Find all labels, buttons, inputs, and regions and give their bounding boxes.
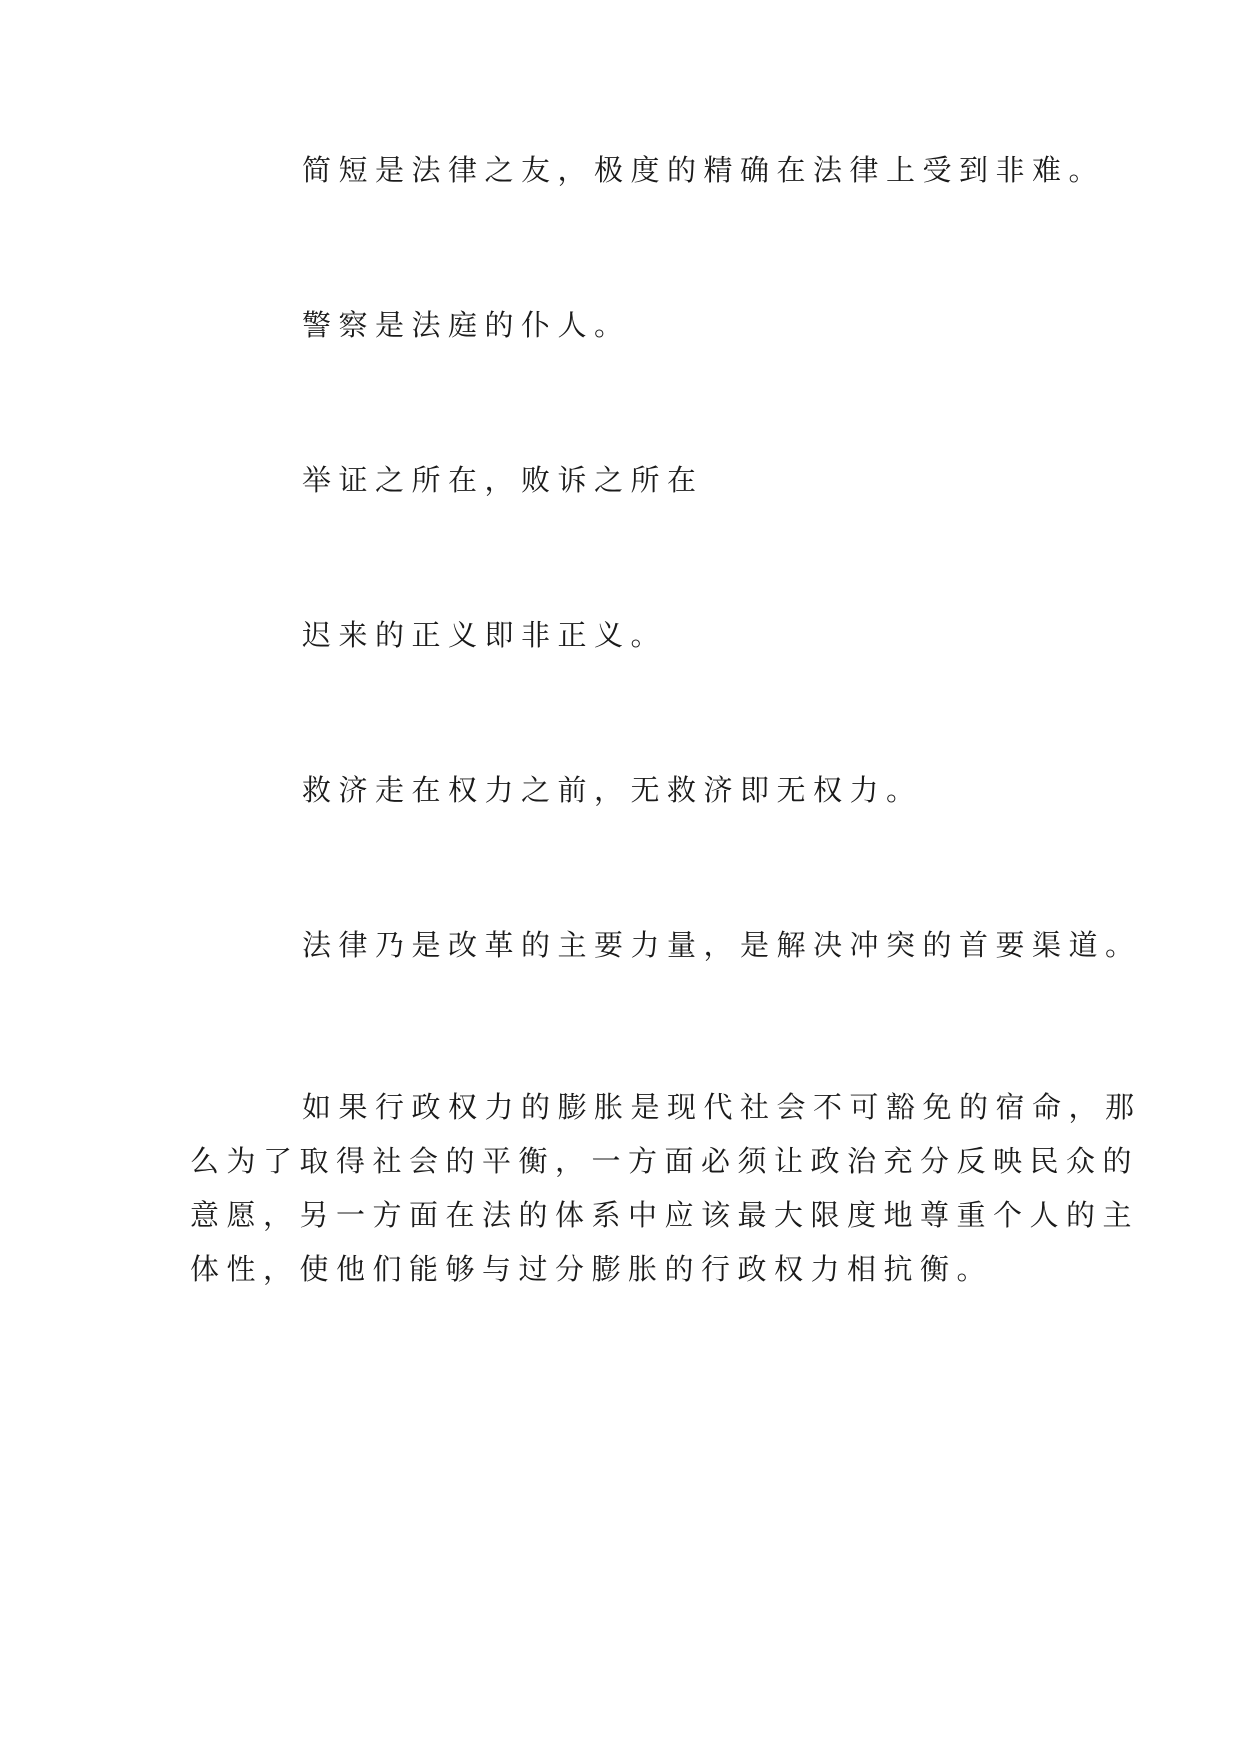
paragraph-line-2: 么为了取得社会的平衡，一方面必须让政治充分反映民众的	[190, 1144, 1140, 1178]
paragraph-line-1: 如果行政权力的膨胀是现代社会不可豁免的宿命，那	[302, 1090, 1142, 1124]
quote-line-2: 警察是法庭的仆人。	[302, 308, 631, 342]
body-paragraph	[190, 1080, 1142, 1296]
quote-line-1: 简短是法律之友，极度的精确在法律上受到非难。	[302, 153, 1106, 187]
quote-line-6: 法律乃是改革的主要力量，是解决冲突的首要渠道。	[302, 928, 1142, 962]
paragraph-line-4: 体性，使他们能够与过分膨胀的行政权力相抗衡。	[190, 1252, 994, 1286]
paragraph-line-3: 意愿，另一方面在法的体系中应该最大限度地尊重个人的主	[190, 1198, 1140, 1232]
quote-line-3: 举证之所在，败诉之所在	[302, 463, 704, 497]
quote-line-5: 救济走在权力之前，无救济即无权力。	[302, 773, 923, 807]
quote-line-4: 迟来的正义即非正义。	[302, 618, 668, 652]
